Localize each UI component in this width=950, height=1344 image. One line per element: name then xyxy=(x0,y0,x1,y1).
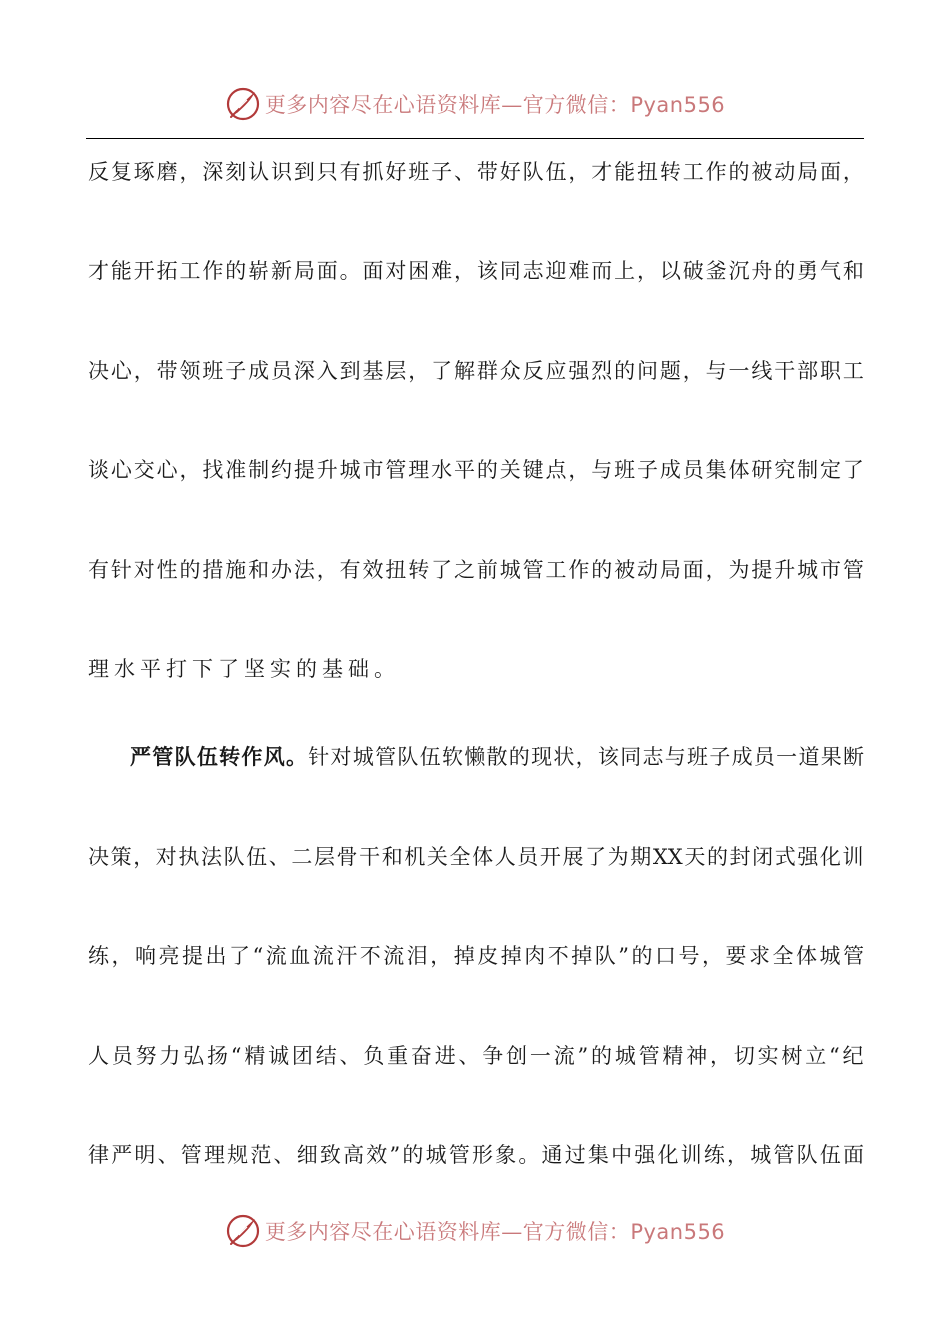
paragraph-heading-char: 队 xyxy=(174,744,196,769)
header-banner xyxy=(0,84,950,124)
paragraph-heading-char: 严 xyxy=(130,744,151,769)
body-line: 决 心 ， 带 领 班 子 成 员 深 入 到 基 层 ， 了 解 群 众 反 应 强 烈 的 问 题 ， 与 一 线 干 部 职 工 xyxy=(88,359,864,383)
header-banner-text xyxy=(265,89,725,119)
footer-wechat-id: Pyan556 xyxy=(630,1220,726,1244)
footer-banner-label: 更多内容尽在心语资料库—官方微信： xyxy=(264,1220,631,1244)
paragraph-heading-char: 作 xyxy=(241,744,263,769)
body-line: 练 ， 响 亮 提 出 了 “ 流 血 流 汗 不 流 泪 ， 掉 皮 掉 肉 不 掉 队 ” 的 口 号 ， 要 求 全 体 城 管 xyxy=(88,944,864,968)
paragraph-heading-char: 。 xyxy=(285,744,307,769)
body-line: 律 严 明 、 管 理 规 范 、 细 致 高 效 ” 的 城 管 形 象 。 通 过 集 中 强 化 训 练 ， 城 管 队 伍 面 xyxy=(88,1143,864,1167)
quill-pen-logo-icon xyxy=(225,86,261,122)
body-line: 反 复 琢 磨 ， 深 刻 认 识 到 只 有 抓 好 班 子 、 带 好 队 伍 ， 才 能 扭 转 工 作 的 被 动 局 面 ， xyxy=(88,160,864,184)
header-wechat-id: Pyan556 xyxy=(630,93,726,117)
paragraph-heading-char: 管 xyxy=(152,744,174,769)
body-line: 才 能 开 拓 工 作 的 崭 新 局 面 。 面 对 困 难 ， 该 同 志 迎 难 而 上 ， 以 破 釜 沉 舟 的 勇 气 和 xyxy=(88,259,864,283)
paragraph-heading-char: 伍 xyxy=(196,744,218,769)
paragraph-heading-char: 风 xyxy=(263,744,285,769)
footer-banner-text xyxy=(265,1216,725,1246)
quill-pen-logo-icon xyxy=(225,1213,261,1249)
body-line: 谈 心 交 心 ， 找 准 制 约 提 升 城 市 管 理 水 平 的 关 键 点 ， 与 班 子 成 员 集 体 研 究 制 定 了 xyxy=(88,458,864,482)
header-banner-label: 更多内容尽在心语资料库—官方微信： xyxy=(264,93,631,117)
paragraph-heading-char: 转 xyxy=(219,744,241,769)
body-line: 人 员 努 力 弘 扬 “ 精 诚 团 结 、 负 重 奋 进 、 争 创 一 流 ” 的 城 管 精 神 ， 切 实 树 立 “ 纪 xyxy=(88,1044,864,1068)
body-line: 理 水 平 打 下 了 坚 实 的 基 础 。 xyxy=(88,657,395,681)
paragraph-heading-line: 严 管 队 伍 转 作 风 。 针 对 城 管 队 伍 软 懒 散 的 现 状 ， 该 同 志 与 班 子 成 员 一 道 果 断 xyxy=(130,737,864,777)
header-divider xyxy=(86,138,864,139)
body-line: 决 策 ， 对 执 法 队 伍 、 二 层 骨 干 和 机 关 全 体 人 员 开 展 了 为 期 XX 天 的 封 闭 式 强 化 训 xyxy=(88,845,864,869)
footer-banner xyxy=(0,1211,950,1251)
body-line: 有 针 对 性 的 措 施 和 办 法 ， 有 效 扭 转 了 之 前 城 管 工 作 的 被 动 局 面 ， 为 提 升 城 市 管 xyxy=(88,558,864,582)
